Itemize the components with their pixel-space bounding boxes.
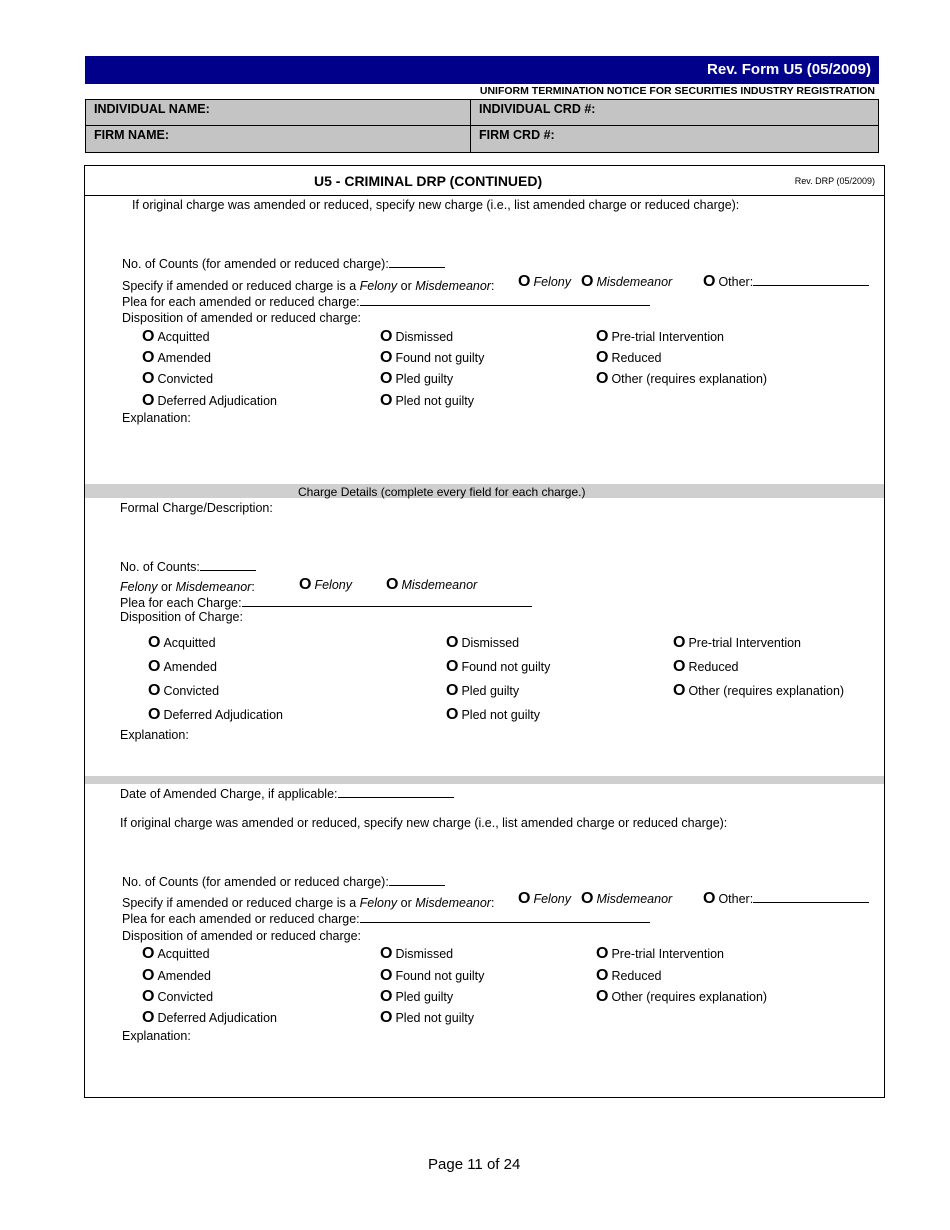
charge-disp-amended[interactable]: O Amended bbox=[148, 658, 217, 675]
disp-pled-not-guilty-2[interactable]: O Pled not guilty bbox=[380, 1009, 474, 1026]
disp-other-2[interactable]: O Other (requires explanation) bbox=[596, 988, 768, 1005]
amended-specify-1: Specify if amended or reduced charge is a Felony or Misdemeanor: bbox=[122, 279, 495, 293]
radio-icon[interactable]: O bbox=[596, 967, 609, 984]
felony-option-1[interactable]: O Felony bbox=[518, 273, 571, 290]
disp-deferred-2[interactable]: O Deferred Adjudication bbox=[142, 1009, 277, 1026]
felony-option-2[interactable]: O Felony bbox=[518, 890, 571, 907]
radio-icon[interactable]: O bbox=[380, 370, 393, 387]
radio-icon[interactable]: O bbox=[673, 658, 686, 675]
charge-disp-deferred[interactable]: O Deferred Adjudication bbox=[148, 706, 283, 723]
disp-pled-guilty-2[interactable]: O Pled guilty bbox=[380, 988, 454, 1005]
amended-explanation-2: Explanation: bbox=[122, 1029, 191, 1043]
radio-icon[interactable]: O bbox=[596, 349, 609, 366]
radio-icon[interactable]: O bbox=[596, 988, 609, 1005]
date-amended-field[interactable] bbox=[338, 787, 454, 798]
radio-icon[interactable]: O bbox=[148, 706, 161, 723]
radio-icon[interactable]: O bbox=[148, 658, 161, 675]
disp-deferred-1[interactable]: O Deferred Adjudication bbox=[142, 392, 277, 409]
section-title: U5 - CRIMINAL DRP (CONTINUED) bbox=[314, 173, 543, 189]
radio-icon[interactable]: O bbox=[596, 945, 609, 962]
radio-icon[interactable]: O bbox=[386, 576, 399, 593]
charge-details-title: Charge Details (complete every field for each charge.) bbox=[298, 485, 586, 499]
disp-convicted-1[interactable]: O Convicted bbox=[142, 370, 214, 387]
radio-icon[interactable]: O bbox=[518, 273, 531, 290]
charge-misdemeanor-option[interactable]: O Misdemeanor bbox=[386, 576, 478, 593]
charge-disposition: Disposition of Charge: bbox=[120, 610, 243, 624]
radio-icon[interactable]: O bbox=[446, 634, 459, 651]
disp-other-1[interactable]: O Other (requires explanation) bbox=[596, 370, 768, 387]
radio-icon[interactable]: O bbox=[446, 658, 459, 675]
formal-charge-label: Formal Charge/Description: bbox=[120, 501, 273, 515]
form-subtitle: UNIFORM TERMINATION NOTICE FOR SECURITIES INDUSTRY REGISTRATION bbox=[479, 85, 875, 97]
radio-icon[interactable]: O bbox=[380, 328, 393, 345]
charge-felony-option[interactable]: O Felony bbox=[299, 576, 352, 593]
firm-name-label: FIRM NAME: bbox=[94, 128, 169, 142]
amended-counts-2: No. of Counts (for amended or reduced charge): bbox=[122, 875, 445, 889]
radio-icon[interactable]: O bbox=[299, 576, 312, 593]
charge-explanation: Explanation: bbox=[120, 728, 189, 742]
disp-reduced-2[interactable]: O Reduced bbox=[596, 967, 662, 984]
radio-icon[interactable]: O bbox=[703, 890, 716, 907]
radio-icon[interactable]: O bbox=[142, 988, 155, 1005]
charge-counts: No. of Counts: bbox=[120, 560, 256, 574]
amended-plea-2: Plea for each amended or reduced charge: bbox=[122, 912, 650, 926]
radio-icon[interactable]: O bbox=[380, 967, 393, 984]
radio-icon[interactable]: O bbox=[380, 392, 393, 409]
radio-icon[interactable]: O bbox=[142, 967, 155, 984]
disp-pretrial-2[interactable]: O Pre-trial Intervention bbox=[596, 945, 725, 962]
disp-dismissed-1[interactable]: O Dismissed bbox=[380, 328, 454, 345]
charge-disp-pled-guilty[interactable]: O Pled guilty bbox=[446, 682, 520, 699]
charge-disp-pled-not-guilty[interactable]: O Pled not guilty bbox=[446, 706, 540, 723]
disp-acquitted-1[interactable]: O Acquitted bbox=[142, 328, 210, 345]
other-field-1[interactable] bbox=[753, 275, 869, 286]
disp-convicted-2[interactable]: O Convicted bbox=[142, 988, 214, 1005]
disp-dismissed-2[interactable]: O Dismissed bbox=[380, 945, 454, 962]
other-option-1[interactable]: O Other: bbox=[703, 273, 869, 291]
plea-field-2[interactable] bbox=[360, 912, 650, 923]
disp-pretrial-1[interactable]: O Pre-trial Intervention bbox=[596, 328, 725, 345]
amended-disposition-2: Disposition of amended or reduced charge: bbox=[122, 929, 362, 943]
disp-pled-not-guilty-1[interactable]: O Pled not guilty bbox=[380, 392, 474, 409]
charge-disp-dismissed[interactable]: O Dismissed bbox=[446, 634, 520, 651]
radio-icon[interactable]: O bbox=[142, 392, 155, 409]
charge-disp-acquitted[interactable]: O Acquitted bbox=[148, 634, 216, 651]
radio-icon[interactable]: O bbox=[142, 328, 155, 345]
radio-icon[interactable]: O bbox=[596, 370, 609, 387]
page-number: Page 11 of 24 bbox=[428, 1156, 521, 1173]
disp-reduced-1[interactable]: O Reduced bbox=[596, 349, 662, 366]
disp-acquitted-2[interactable]: O Acquitted bbox=[142, 945, 210, 962]
form-title: Rev. Form U5 (05/2009) bbox=[85, 56, 879, 84]
radio-icon[interactable]: O bbox=[673, 682, 686, 699]
firm-crd-label: FIRM CRD #: bbox=[479, 128, 555, 142]
other-field-2[interactable] bbox=[753, 892, 869, 903]
section-divider bbox=[85, 776, 884, 784]
amended-intro-1: If original charge was amended or reduced, specify new charge (i.e., list amended charge or reduced charge): bbox=[132, 198, 740, 212]
radio-icon[interactable]: O bbox=[142, 945, 155, 962]
charge-plea-field[interactable] bbox=[242, 596, 532, 607]
radio-icon[interactable]: O bbox=[380, 988, 393, 1005]
charge-disp-found-not-guilty[interactable]: O Found not guilty bbox=[446, 658, 551, 675]
plea-field-1[interactable] bbox=[360, 295, 650, 306]
disp-found-not-guilty-2[interactable]: O Found not guilty bbox=[380, 967, 485, 984]
section-rev: Rev. DRP (05/2009) bbox=[794, 176, 875, 186]
date-amended: Date of Amended Charge, if applicable: bbox=[120, 787, 454, 801]
radio-icon[interactable]: O bbox=[142, 1009, 155, 1026]
individual-name-label: INDIVIDUAL NAME: bbox=[94, 102, 210, 116]
other-option-2[interactable]: O Other: bbox=[703, 890, 869, 908]
charge-disp-pretrial[interactable]: O Pre-trial Intervention bbox=[673, 634, 802, 651]
disp-amended-2[interactable]: O Amended bbox=[142, 967, 211, 984]
radio-icon[interactable]: O bbox=[673, 634, 686, 651]
identity-grid bbox=[85, 99, 879, 153]
misdemeanor-option-1[interactable]: O Misdemeanor bbox=[581, 273, 673, 290]
amended-explanation-1: Explanation: bbox=[122, 411, 191, 425]
individual-crd-label: INDIVIDUAL CRD #: bbox=[479, 102, 596, 116]
radio-icon[interactable]: O bbox=[142, 370, 155, 387]
charge-counts-field[interactable] bbox=[200, 560, 256, 571]
amended-specify-2: Specify if amended or reduced charge is a Felony or Misdemeanor: bbox=[122, 896, 495, 910]
radio-icon[interactable]: O bbox=[581, 273, 594, 290]
charge-plea: Plea for each Charge: bbox=[120, 596, 532, 610]
misdemeanor-option-2[interactable]: O Misdemeanor bbox=[581, 890, 673, 907]
radio-icon[interactable]: O bbox=[148, 682, 161, 699]
radio-icon[interactable]: O bbox=[380, 945, 393, 962]
amended-plea-1: Plea for each amended or reduced charge: bbox=[122, 295, 650, 309]
charge-disp-reduced[interactable]: O Reduced bbox=[673, 658, 739, 675]
radio-icon[interactable]: O bbox=[581, 890, 594, 907]
radio-icon[interactable]: O bbox=[596, 328, 609, 345]
counts-field-2[interactable] bbox=[389, 875, 445, 886]
radio-icon[interactable]: O bbox=[446, 706, 459, 723]
charge-disp-convicted[interactable]: O Convicted bbox=[148, 682, 220, 699]
disp-pled-guilty-1[interactable]: O Pled guilty bbox=[380, 370, 454, 387]
radio-icon[interactable]: O bbox=[148, 634, 161, 651]
charge-disp-other[interactable]: O Other (requires explanation) bbox=[673, 682, 845, 699]
amended-disposition-1: Disposition of amended or reduced charge: bbox=[122, 311, 362, 325]
disp-amended-1[interactable]: O Amended bbox=[142, 349, 211, 366]
radio-icon[interactable]: O bbox=[446, 682, 459, 699]
charge-felony-misdemeanor: Felony or Misdemeanor: bbox=[120, 580, 255, 594]
radio-icon[interactable]: O bbox=[380, 349, 393, 366]
disp-found-not-guilty-1[interactable]: O Found not guilty bbox=[380, 349, 485, 366]
amended-counts-1: No. of Counts (for amended or reduced charge): bbox=[122, 257, 445, 271]
radio-icon[interactable]: O bbox=[142, 349, 155, 366]
radio-icon[interactable]: O bbox=[703, 273, 716, 290]
radio-icon[interactable]: O bbox=[380, 1009, 393, 1026]
radio-icon[interactable]: O bbox=[518, 890, 531, 907]
amended-intro-2: If original charge was amended or reduced, specify new charge (i.e., list amended charge or reduced charge): bbox=[120, 816, 728, 830]
counts-field-1[interactable] bbox=[389, 257, 445, 268]
